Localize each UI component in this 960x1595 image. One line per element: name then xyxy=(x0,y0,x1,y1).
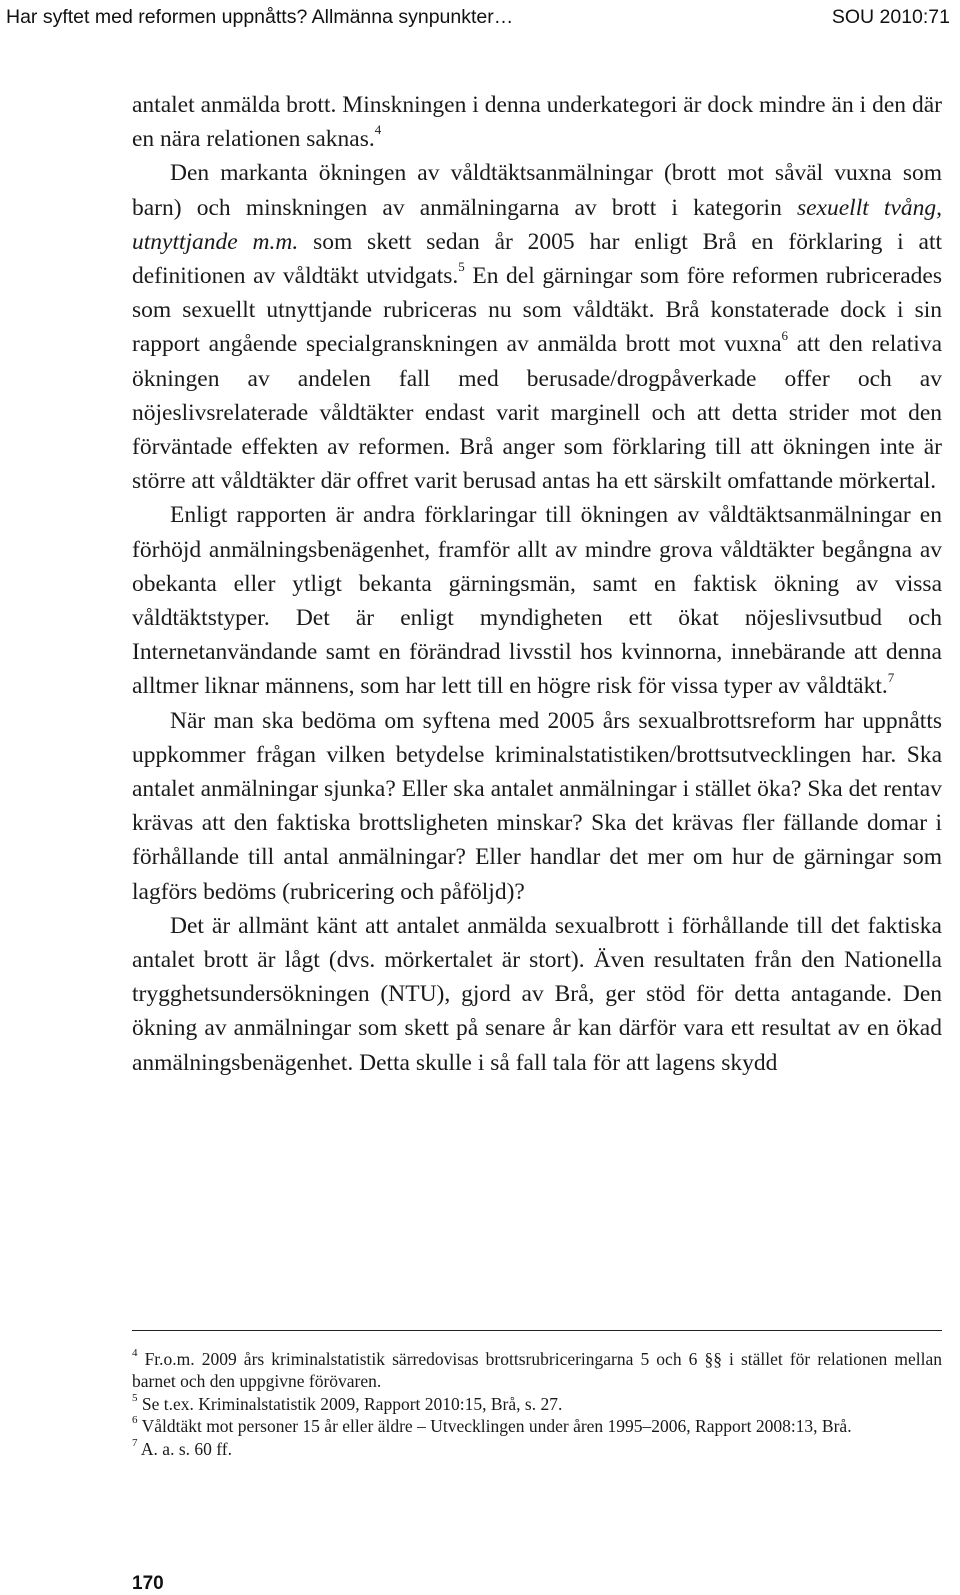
footnote-number: 6 xyxy=(132,1414,138,1427)
footnote-text: Fr.o.m. 2009 års kriminalstatistik särredovisas brottsrubriceringarna 5 och 6 §§ i stället för relationen mellan barnet och den uppgivne förövaren. xyxy=(132,1349,943,1392)
running-header xyxy=(0,0,960,44)
paragraph-2-text-c: En del gärningar som före reformen rubricerades som sexuellt utnyttjande rubriceras nu som våldtäkt. Brå konstaterade dock i sin rapport angående specialgranskningen av anmälda brott mot vuxna xyxy=(132,263,942,358)
paragraph-1 xyxy=(132,88,942,156)
footnotes xyxy=(132,1348,942,1460)
footnote-text: A. a. s. 60 ff. xyxy=(140,1438,232,1459)
footnote-ref-5: 5 xyxy=(458,259,465,275)
paragraph-2-text-a: Den markanta ökningen av våldtäktsanmälningar (brott mot såväl vuxna som barn) och minskningen av anmälningarna av brott i kategorin xyxy=(132,160,942,221)
footnote-7 xyxy=(132,1438,942,1460)
paragraph-2-text-b: som skett sedan år 2005 har enligt Brå en förklaring i att definitionen av våldtäkt utvidgats. xyxy=(132,228,942,290)
footnote-text: Se t.ex. Kriminalstatistik 2009, Rapport 2010:15, Brå, s. 27. xyxy=(141,1393,563,1414)
footnote-separator xyxy=(132,1330,942,1331)
footnote-ref-4: 4 xyxy=(374,122,382,138)
paragraph-5: Det är allmänt känt att antalet anmälda sexualbrott i förhållande till det faktiska antalet brott är lågt (dvs. mörkertalet är stort). Även resultaten från den Nationella trygghetsundersökningen (NTU), gjord av Brå, ger stöd för detta antagande. Den ökning av anmälningar som skett på senare år kan därför vara ett resultat av en ökad anmälningsbenägenhet. Detta skulle i så fall tala för att lagens skydd xyxy=(132,912,942,1076)
footnote-6 xyxy=(132,1415,942,1437)
page-number: 170 xyxy=(132,1573,164,1594)
footnote-number: 5 xyxy=(132,1391,138,1404)
paragraph-1-text: antalet anmälda brott. Minskningen i denna underkategori är dock mindre än i den där en nära relationen saknas. xyxy=(132,92,942,153)
body-text xyxy=(132,88,942,1080)
paragraph-2-italic-term: sexuellt tvång, utnyttjande m.m. xyxy=(132,194,942,255)
paragraph-3-text: Enligt rapporten är andra förklaringar till ökningen av våldtäktsanmälningar en förhöjd anmälningsbenägenhet, framför allt av mindre grova våldtäkter begångna av obekanta eller ytligt bekanta gärningsmän, samt en faktisk ökning av vissa våldtäktstyper. Det är enligt myndigheten ett ökat nöjeslivsutbud och Internetanvändande samt en förändrad livsstil hos kvinnorna, innebärande att denna alltmer liknar männens, som har lett till en högre risk för vissa typer av våldtäkt. xyxy=(132,502,942,700)
paragraph-2-text-d: att den relativa ökningen av andelen fall med berusade/drogpåverkade offer och av nöjeslivsrelaterade våldtäkter endast varit marginell och att detta strider mot den förväntade effekten av reformen. Brå anger som förklaring till att ökningen inte är större att våldtäkter där offret varit berusad antas ha ett särskilt omfattande mörkertal. xyxy=(132,331,942,495)
paragraph-2 xyxy=(132,156,942,498)
paragraph-3 xyxy=(132,498,942,703)
footnote-5 xyxy=(132,1393,942,1415)
footnote-ref-7: 7 xyxy=(887,669,895,685)
paragraph-4: När man ska bedöma om syftena med 2005 års sexualbrottsreform har uppnåtts uppkommer frågan vilken betydelse kriminalstatistiken/brottsutvecklingen har. Ska antalet anmälningar sjunka? Eller ska antalet anmälningar i stället öka? Ska det rentav krävas att den faktiska brottsligheten minskar? Ska det krävas fler fällande domar i förhållande till antal anmälningar? Eller handlar det mer om hur de gärningar som lagförs bedöms (rubricering och påföljd)? xyxy=(132,707,942,905)
footnote-4 xyxy=(132,1348,942,1393)
footnote-ref-6: 6 xyxy=(781,327,789,343)
footnote-text: Våldtäkt mot personer 15 år eller äldre – Utvecklingen under åren 1995–2006, Rapport 2008:13, Brå. xyxy=(141,1416,852,1437)
footnote-number: 7 xyxy=(132,1436,138,1449)
header-report-number: SOU 2010:71 xyxy=(831,6,950,28)
header-section-title: Har syftet med reformen uppnåtts? Allmänna synpunkter… xyxy=(6,6,514,28)
footnote-number: 4 xyxy=(132,1347,138,1360)
